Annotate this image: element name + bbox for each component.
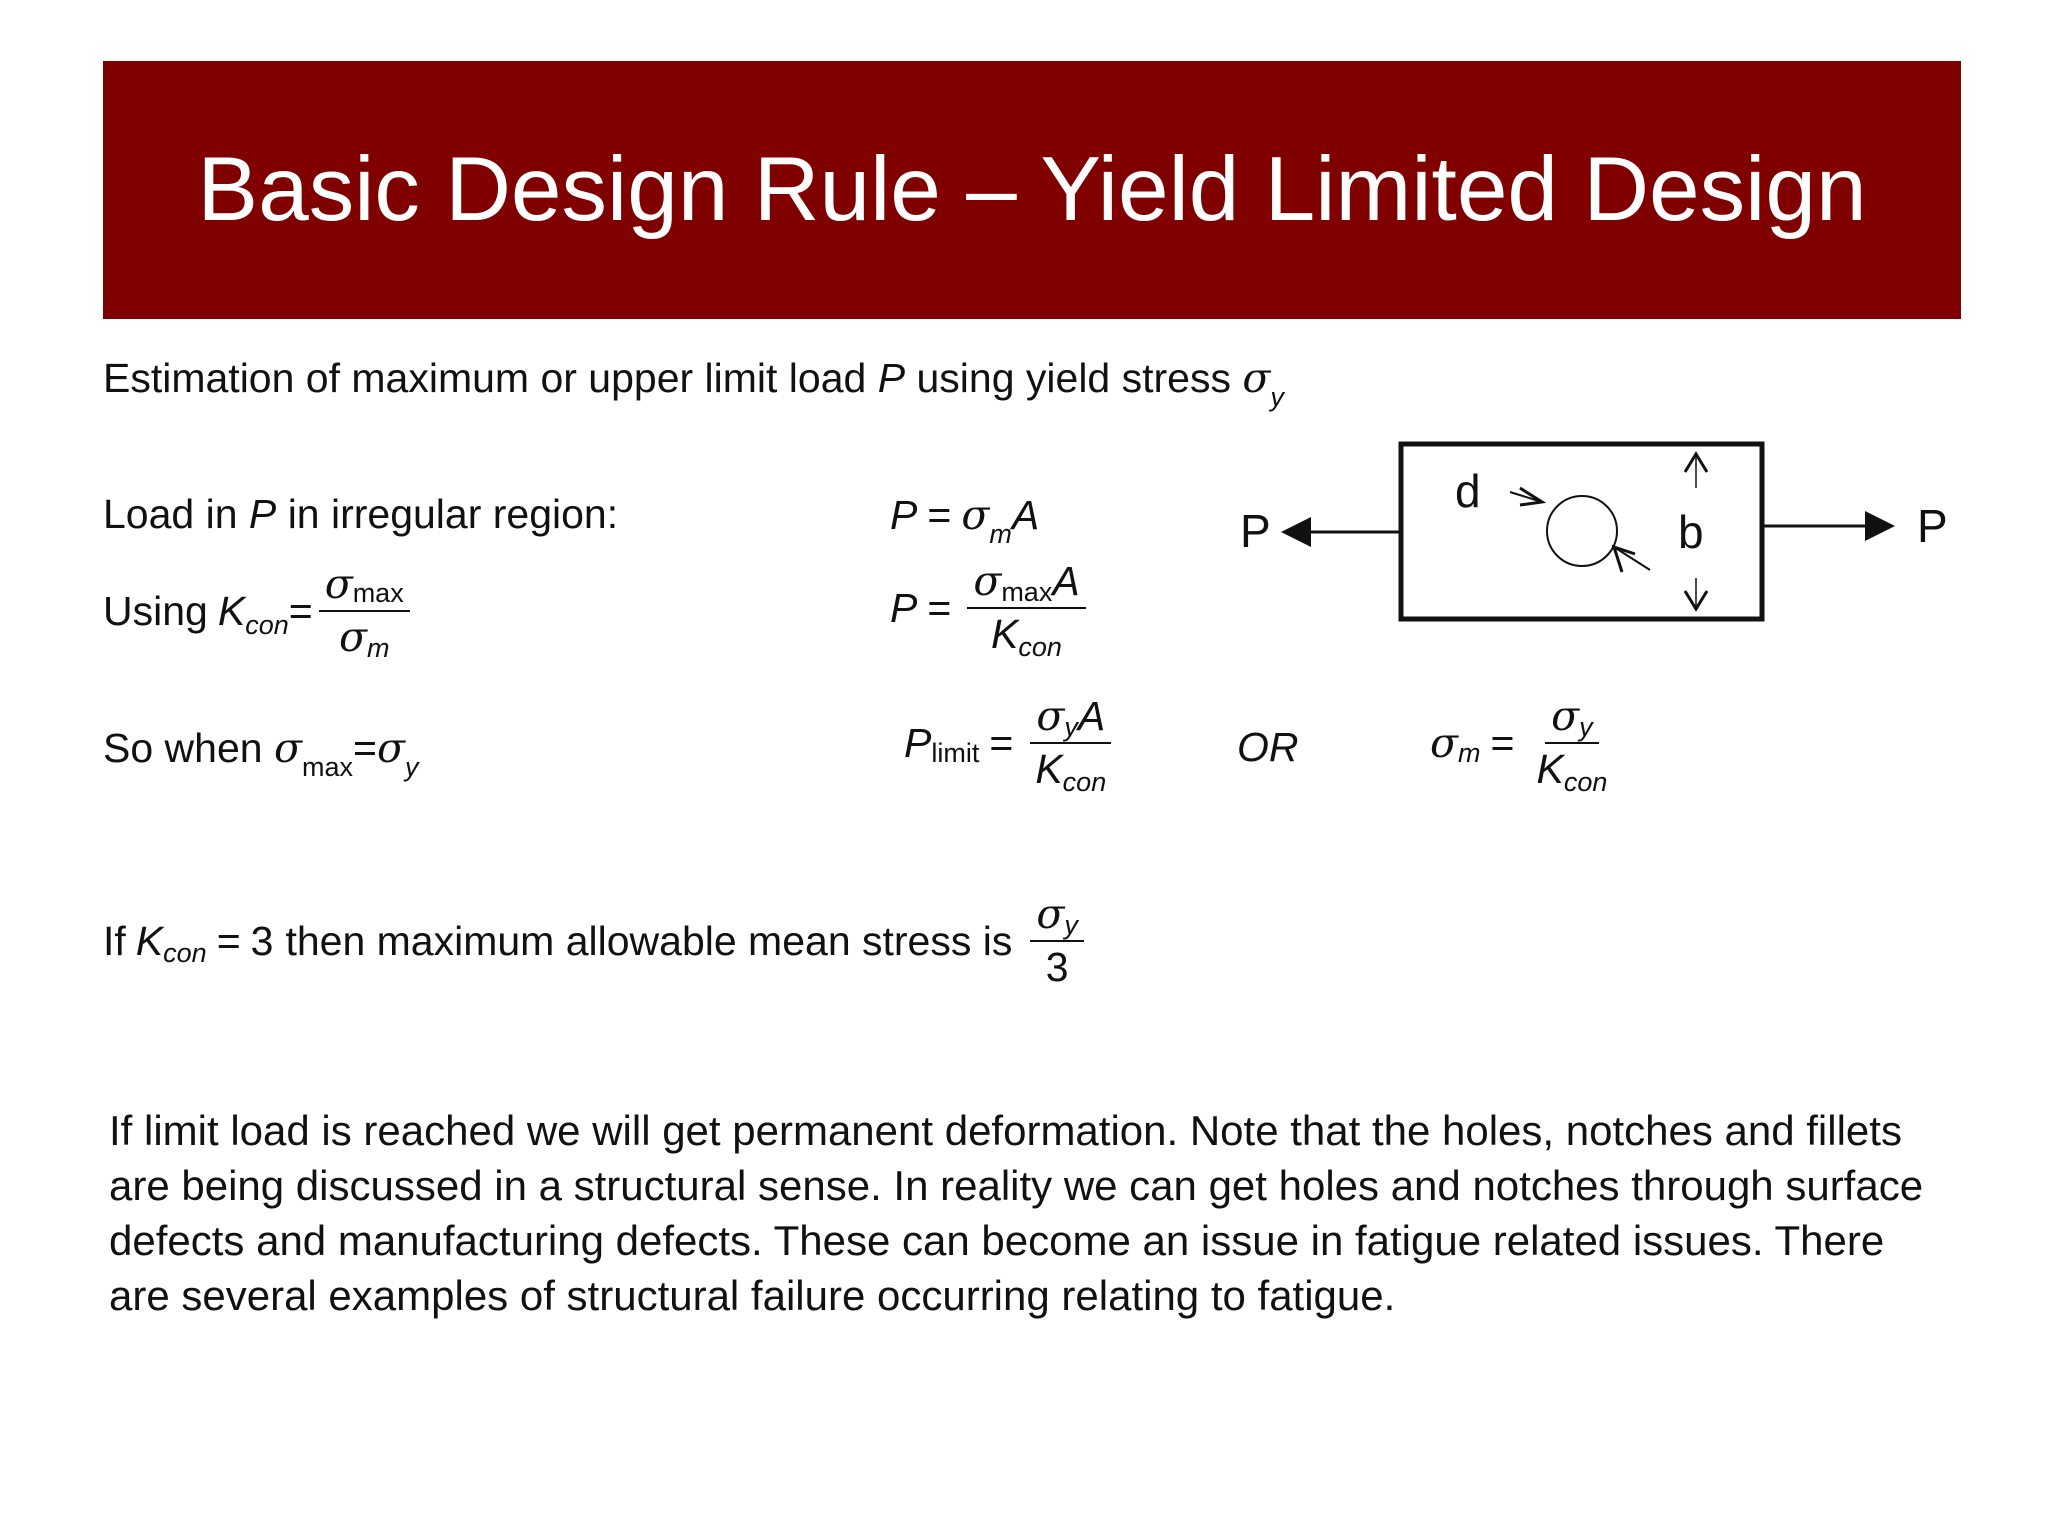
equation-p-sigma-m-a [890,491,1040,549]
row3-sub-y: y [404,752,419,782]
eq2-num-sigma: σ [973,557,1002,605]
sigmam-num-sigma: σ [1551,692,1580,740]
kcon-fraction [319,560,410,664]
eq2-num-a: A [1052,558,1080,604]
row3-equals: = [352,725,377,771]
eq1-equals: = [927,492,952,538]
equation-p-limit [904,692,1118,798]
row4-frac-den: 3 [1045,944,1069,991]
row3-label [103,724,419,782]
left-load-label: P [1240,505,1271,557]
row2-k: K [217,587,246,634]
row3-sigma-max: σ [273,724,302,772]
intro-text-2: using yield stress [916,355,1231,401]
plate-with-hole-diagram [1220,430,1980,640]
row1-label [103,491,618,538]
row3-text: So when [103,725,263,771]
row2-text: Using [103,587,208,634]
row2-equals: = [288,587,313,634]
plimit-num-a: A [1077,693,1106,739]
eq2-lhs: P [890,584,918,631]
row4-fraction [1030,890,1084,991]
row1-text: Load in [103,491,238,537]
explanation-paragraph: If limit load is reached we will get permanent deformation. Note that the holes, notches and fillets are being discussed in a structural sense. In reality we can get holes and notches through surface defects and manufacturing defects. These can become an issue in fatigue related issues. There are several examples of structural failure occurring relating to fatigue. [109,1107,1924,1319]
slide-title: Basic Design Rule – Yield Limited Design [197,139,1867,240]
plimit-den-k: K [1035,746,1063,793]
row4-value: 3 [250,917,274,964]
row2-label [103,560,416,664]
title-banner [103,61,1961,319]
eq2-den-sub: con [1018,632,1062,663]
eq1-a: A [1011,492,1040,538]
row1-symbol-p: P [248,491,277,537]
row4-if: If [103,917,126,964]
plimit-den-sub: con [1062,767,1107,798]
sigmam-num-sub: y [1579,712,1593,742]
intro-sigma: σ [1242,354,1271,402]
plimit-equals: = [989,719,1014,766]
row4-frac-sigma: σ [1036,890,1065,938]
row4-frac-sub: y [1064,910,1078,940]
sigmam-equals: = [1490,719,1515,766]
eq2-den-k: K [991,611,1019,658]
kcon-den-sigma: σ [338,613,367,662]
row3-sub-max: max [301,752,353,782]
intro-line [103,354,1284,412]
equation-p-sigma-max [890,557,1092,663]
row4-line [103,890,1090,991]
eq2-equals: = [927,584,952,631]
eq2-fraction [967,557,1085,663]
kcon-num-sigma: σ [324,560,353,608]
row1-text-2: in irregular region: [287,491,619,537]
eq1-sub-m: m [989,519,1012,549]
plimit-fraction [1029,692,1112,798]
sigmam-sub: m [1458,737,1481,768]
eq1-lhs: P [890,492,918,538]
plate-width-label: b [1678,506,1704,558]
row3-sigma-y: σ [376,724,405,772]
kcon-num-sub: max [352,578,404,608]
plimit-sub: limit [931,737,980,768]
sigmam-fraction [1530,692,1613,798]
row4-sub-con: con [163,937,207,968]
row4-k: K [135,917,164,964]
sigmam-lhs: σ [1430,719,1458,768]
right-load-label: P [1917,500,1948,552]
intro-text: Estimation of maximum or upper limit load [103,355,867,401]
intro-sub-y: y [1270,382,1284,412]
plimit-num-sigma: σ [1036,692,1065,740]
row4-equals: = [216,917,241,964]
plimit-num-sub: y [1064,712,1078,742]
intro-symbol-p: P [877,355,906,401]
row4-text: then maximum allowable mean stress is [285,917,1013,964]
kcon-den-sub: m [366,633,390,664]
sigmam-den-k: K [1536,746,1564,793]
plimit-lhs: P [904,719,932,766]
or-label: OR [1237,724,1299,770]
sigmam-den-sub: con [1563,767,1608,798]
hole-circle [1547,496,1617,566]
hole-diameter-label: d [1455,465,1481,517]
eq2-num-sub: max [1001,577,1053,607]
equation-sigma-m [1430,692,1619,798]
eq1-sigma: σ [961,491,990,539]
row2-sub-con: con [245,609,289,640]
